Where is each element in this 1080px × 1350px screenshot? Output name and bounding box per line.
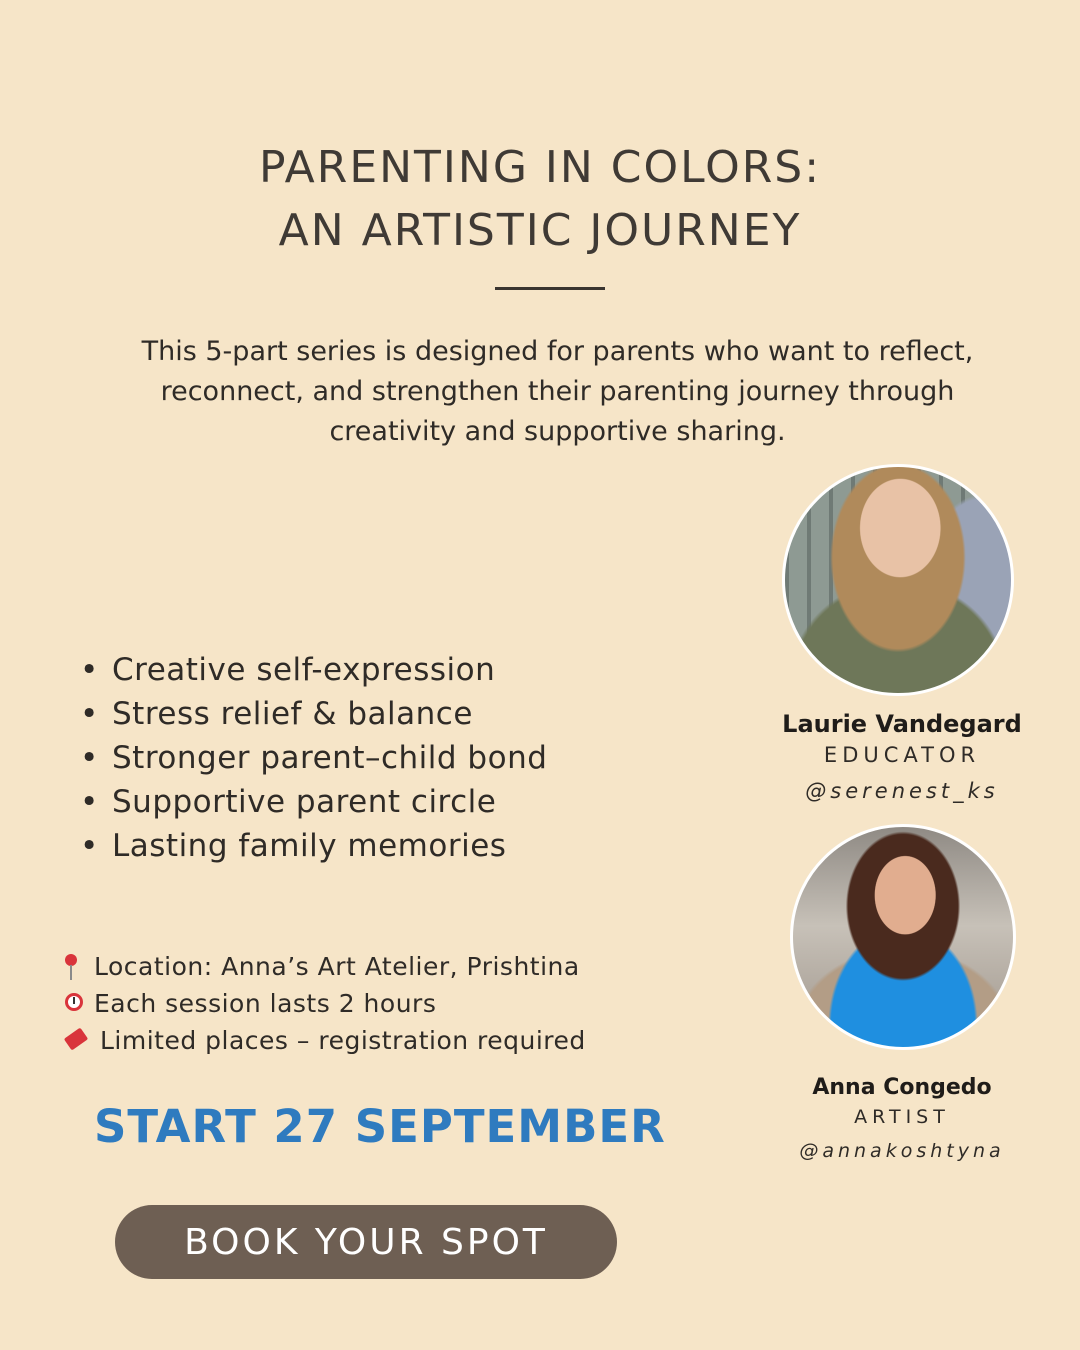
bullet-icon: •	[80, 828, 99, 864]
book-your-spot-button[interactable]: BOOK YOUR SPOT	[115, 1205, 617, 1279]
benefit-text: Supportive parent circle	[112, 784, 497, 820]
benefit-item	[80, 780, 547, 824]
benefits-list	[80, 648, 547, 868]
host-handle: @serenest_ks	[805, 779, 999, 803]
host-handle: @annakoshtyna	[799, 1140, 1005, 1162]
benefit-item	[80, 692, 547, 736]
session-details	[60, 948, 586, 1059]
benefit-text: Lasting family memories	[112, 828, 507, 864]
host-photo-anna	[790, 824, 1016, 1050]
host-name: Laurie Vandegard	[782, 710, 1022, 738]
host-name: Anna Congedo	[812, 1075, 992, 1100]
page-title	[0, 136, 1080, 262]
title-divider	[495, 287, 605, 290]
host-role: ARTIST	[854, 1106, 950, 1128]
benefit-text: Creative self-expression	[112, 652, 496, 688]
benefit-item	[80, 736, 547, 780]
alarm-clock-icon	[60, 989, 94, 1019]
ticket-icon	[60, 1026, 100, 1056]
location-pin-icon	[60, 952, 94, 982]
benefit-text: Stress relief & balance	[112, 696, 473, 732]
host-card-anna	[760, 1072, 1044, 1166]
detail-text: Each session lasts 2 hours	[94, 989, 437, 1018]
detail-text: Location: Anna’s Art Atelier, Prishtina	[94, 952, 580, 981]
benefit-item	[80, 824, 547, 868]
title-line-1: PARENTING IN COLORS:	[258, 142, 822, 193]
host-photo-laurie	[782, 464, 1014, 696]
start-date: START 27 SEPTEMBER	[94, 1100, 666, 1153]
bullet-icon: •	[80, 784, 99, 820]
bullet-icon: •	[80, 652, 99, 688]
detail-duration	[60, 985, 586, 1022]
bullet-icon: •	[80, 696, 99, 732]
benefit-text: Stronger parent–child bond	[112, 740, 548, 776]
detail-location	[60, 948, 586, 985]
intro-text: This 5-part series is designed for parents who want to reflect, reconnect, and strengthen their parenting journey through creativity and supportive sharing.	[141, 336, 974, 447]
detail-text: Limited places – registration required	[100, 1026, 586, 1055]
detail-registration	[60, 1022, 586, 1059]
benefit-item	[80, 648, 547, 692]
bullet-icon: •	[80, 740, 99, 776]
host-card-laurie	[760, 708, 1044, 806]
host-role: EDUCATOR	[823, 743, 981, 767]
title-line-2: AN ARTISTIC JOURNEY	[278, 205, 802, 256]
